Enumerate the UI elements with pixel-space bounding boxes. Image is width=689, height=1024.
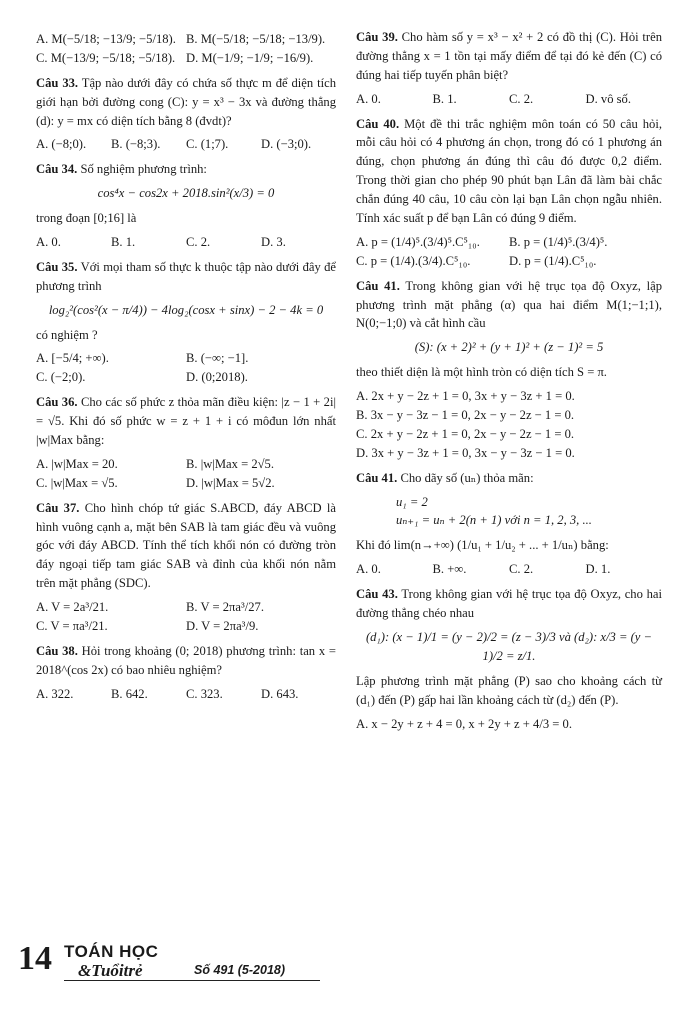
q36-text: Cho các số phức z thỏa mãn điều kiện: |z − 1 + 2i| = √5. Khi đó số phức w = z + 1 + i có môđun lớn nhất |w|Max bằng: <box>36 395 336 448</box>
q35-heading: Câu 35. <box>36 259 78 274</box>
q33-answer-c: C. (1;7). <box>186 137 229 152</box>
q37-answer-d: D. V = 2πa³/9. <box>186 619 259 634</box>
q43-equation: (d₁): (x − 1)/1 = (y − 2)/2 = (z − 3)/3 và (d₂): x/3 = (y − 1)/2 = z/1. <box>365 629 653 663</box>
q41a-answer-a: A. 2x + y − 2z + 1 = 0, 3x + y − 3z + 1 = 0. <box>356 389 575 404</box>
q39-heading: Câu 39. <box>356 30 398 44</box>
question-40 <box>356 115 662 228</box>
q41a-answer-b: B. 3x − y − 3z − 1 = 0, 2x − y − 2z − 1 = 0. <box>356 408 575 423</box>
q36-answers <box>36 455 336 493</box>
q41b-text: Cho dãy số (uₙ) thỏa mãn: <box>400 470 534 485</box>
q33-answer-b: B. (−8;3). <box>111 137 161 152</box>
q43-heading: Câu 43. <box>356 587 398 602</box>
q39-answer-c: C. 2. <box>509 91 534 106</box>
q41b-answer-d: D. 1. <box>585 562 611 577</box>
q34-equation: cos⁴x − cos2x + 2018.sin²(x/3) = 0 <box>97 186 275 201</box>
q36-answer-b: B. |w|Max = 2√5. <box>186 456 274 471</box>
q38-text: Hỏi trong khoảng (0; 2018) phương trình: tan x = 2018^(cos 2x) có bao nhiêu nghiệm? <box>36 643 336 677</box>
question-41-plane <box>356 277 662 334</box>
q32-answer-b: B. M(−5/18; −5/18; −13/9). <box>186 32 326 46</box>
question-36 <box>36 393 336 450</box>
q34-answers <box>36 233 336 252</box>
q41b-answer-b: B. +∞. <box>432 562 467 577</box>
q40-heading: Câu 40. <box>356 116 400 131</box>
q35-equation: log₂²(cos²(x − π/4)) − 4log₂(cosx + sinx) − 2 − 4k = 0 <box>48 302 324 317</box>
q34-answer-a: A. 0. <box>36 235 61 250</box>
q36-answer-c: C. |w|Max = √5. <box>36 475 118 490</box>
q41b-answer-c: C. 2. <box>509 562 534 577</box>
q43-text: Trong không gian với hệ trục tọa độ Oxyz, cho hai đường thẳng chéo nhau <box>356 587 662 621</box>
q32-answer-d: D. M(−1/9; −1/9; −16/9). <box>186 50 314 65</box>
q33-answers <box>36 135 336 154</box>
q37-answer-a: A. V = 2a³/21. <box>36 600 109 615</box>
q43-answers <box>356 715 662 734</box>
q35-answers <box>36 349 336 387</box>
footer-rule <box>64 980 320 981</box>
q34-answer-d: D. 3. <box>261 235 286 250</box>
q32-answer-a: A. M(−5/18; −13/9; −5/18). <box>36 32 176 46</box>
q43-after: Lập phương trình mặt phẳng (P) sao cho khoảng cách từ (d₁) đến (P) gấp hai lần khoảng cách từ (d₂) đến (P). <box>356 673 662 707</box>
question-39 <box>356 28 662 85</box>
q33-heading: Câu 33. <box>36 75 79 90</box>
q33-answer-d: D. (−3;0). <box>261 137 312 152</box>
question-33 <box>36 74 336 131</box>
page-number: 14 <box>18 940 52 977</box>
page-footer <box>18 940 318 990</box>
q35-text: Với mọi tham số thực k thuộc tập nào dưới đây để phương trình <box>36 259 337 293</box>
q37-answer-b: B. V = 2πa³/27. <box>186 600 264 615</box>
q40-text: Một đề thi trắc nghiệm môn toán có 50 câu hỏi, mỗi câu hỏi có 4 phương án chọn, trong đó có 1 phương án đúng, chọn phương án đúng thì câu đó được 0,2 điểm. Trong thời gian cho phép 90 phút bạn Lân đã làm bài chắc chắn đúng 40 câu, 10 câu còn lại bạn Lân chọn ngẫu nhiên. Tính xác suất p để bạn Lân có đúng 9 điểm. <box>356 116 662 226</box>
q39-answer-b: B. 1. <box>432 91 457 106</box>
q34-after: trong đoạn [0;16] là <box>36 211 137 226</box>
question-38 <box>36 642 336 680</box>
q33-answer-a: A. (−8;0). <box>36 137 87 152</box>
left-column <box>36 28 336 710</box>
q37-answer-c: C. V = πa³/21. <box>36 619 108 634</box>
q38-answer-d: D. 643. <box>261 686 299 701</box>
q41a-heading: Câu 41. <box>356 278 400 293</box>
q41a-equation: (S): (x + 2)² + (y + 1)² + (z − 1)² = 5 <box>414 340 604 355</box>
q43-answer-a: A. x − 2y + z + 4 = 0, x + 2y + z + 4/3 = 0. <box>356 716 572 731</box>
q41b-answers <box>356 560 662 579</box>
q40-answer-b: B. p = (1/4)⁵.(3/4)⁵. <box>509 234 608 249</box>
question-37 <box>36 499 336 593</box>
q41a-answers <box>356 387 662 463</box>
q38-heading: Câu 38. <box>36 643 78 658</box>
q41b-answer-a: A. 0. <box>356 562 381 577</box>
q35-after: có nghiệm ? <box>36 327 98 342</box>
q38-answers <box>36 685 336 704</box>
question-34 <box>36 160 336 179</box>
q39-answer-d: D. vô số. <box>585 91 631 106</box>
question-35 <box>36 258 336 296</box>
q35-answer-c: C. (−2;0). <box>36 370 86 385</box>
q34-answer-b: B. 1. <box>111 235 136 250</box>
q41b-eq2: uₙ₊₁ = uₙ + 2(n + 1) với n = 1, 2, 3, ... <box>396 513 592 528</box>
q38-answer-b: B. 642. <box>111 686 148 701</box>
q38-answer-c: C. 323. <box>186 686 223 701</box>
q40-answers <box>356 233 662 271</box>
question-41-sequence <box>356 469 662 488</box>
q35-answer-b: B. (−∞; −1]. <box>186 351 249 366</box>
q34-heading: Câu 34. <box>36 162 78 177</box>
q37-answers <box>36 598 336 636</box>
q36-answer-d: D. |w|Max = 5√2. <box>186 475 275 490</box>
q34-answer-c: C. 2. <box>186 235 211 250</box>
q37-heading: Câu 37. <box>36 500 80 515</box>
right-column <box>356 28 662 739</box>
issue-label: Số 491 (5-2018) <box>194 963 286 977</box>
q39-answer-a: A. 0. <box>356 91 381 106</box>
q36-heading: Câu 36. <box>36 395 78 410</box>
q41b-eq1: u₁ = 2 <box>396 494 428 509</box>
q33-text: Tập nào dưới đây có chứa số thực m để diện tích giới hạn bởi đường cong (C): y = x³ − 3x và đường thẳng (d): y = mx có diện tích bằng 8 (đvdt)? <box>36 75 336 128</box>
q32-answers <box>36 30 336 68</box>
q38-answer-a: A. 322. <box>36 686 74 701</box>
q41b-system <box>356 493 662 531</box>
q40-answer-a: A. p = (1/4)⁵.(3/4)⁵.C⁵₁₀. <box>356 234 480 249</box>
q41a-answer-c: C. 2x + y − 2z + 1 = 0, 2x − y − 2z − 1 = 0. <box>356 426 575 441</box>
q41b-after: Khi đó lim(n→+∞) (1/u₁ + 1/u₂ + ... + 1/uₙ) bằng: <box>356 538 609 553</box>
q41a-text: Trong không gian với hệ trục tọa độ Oxyz, lập phương trình mặt phẳng (α) qua hai điểm M(1;−1;1), N(0;−1;0) và cắt hình cầu <box>356 278 662 331</box>
q41a-after: theo thiết diện là một hình tròn có diện tích S = π. <box>356 365 607 380</box>
q41a-answer-d: D. 3x + y − 3z + 1 = 0, 3x − y − 3z − 1 = 0. <box>356 445 575 460</box>
magazine-logo-top: TOÁN HỌC <box>64 942 159 961</box>
q32-answer-c: C. M(−13/9; −5/18; −5/18). <box>36 50 176 65</box>
q39-answers <box>356 90 662 109</box>
q40-answer-c: C. p = (1/4).(3/4).C⁵₁₀. <box>356 253 471 268</box>
q36-answer-a: A. |w|Max = 20. <box>36 456 118 471</box>
magazine-logo-bottom: &Tuổitrẻ <box>78 961 143 980</box>
q35-answer-a: A. [−5/4; +∞). <box>36 351 109 366</box>
question-43 <box>356 585 662 623</box>
q37-text: Cho hình chóp tứ giác S.ABCD, đáy ABCD là hình vuông cạnh a, mặt bên SAB là tam giác đều và vuông góc với đáy ABCD. Tính thể tích khối nón có đường tròn đáy ngoại tiếp tam giác SAB và đỉnh của khối nón nằm trên mặt phẳng (SDC). <box>36 500 336 591</box>
q39-text: Cho hàm số y = x³ − x² + 2 có đồ thị (C). Hỏi trên đường thẳng x = 1 tồn tại mấy điểm để tại đó kẻ đến (C) có đúng hai tiếp tuyến phân biệt? <box>356 30 662 82</box>
q40-answer-d: D. p = (1/4).C⁵₁₀. <box>509 253 597 268</box>
q35-answer-d: D. (0;2018). <box>186 370 248 385</box>
q41b-heading: Câu 41. <box>356 470 398 485</box>
q34-text: Số nghiệm phương trình: <box>80 162 207 177</box>
